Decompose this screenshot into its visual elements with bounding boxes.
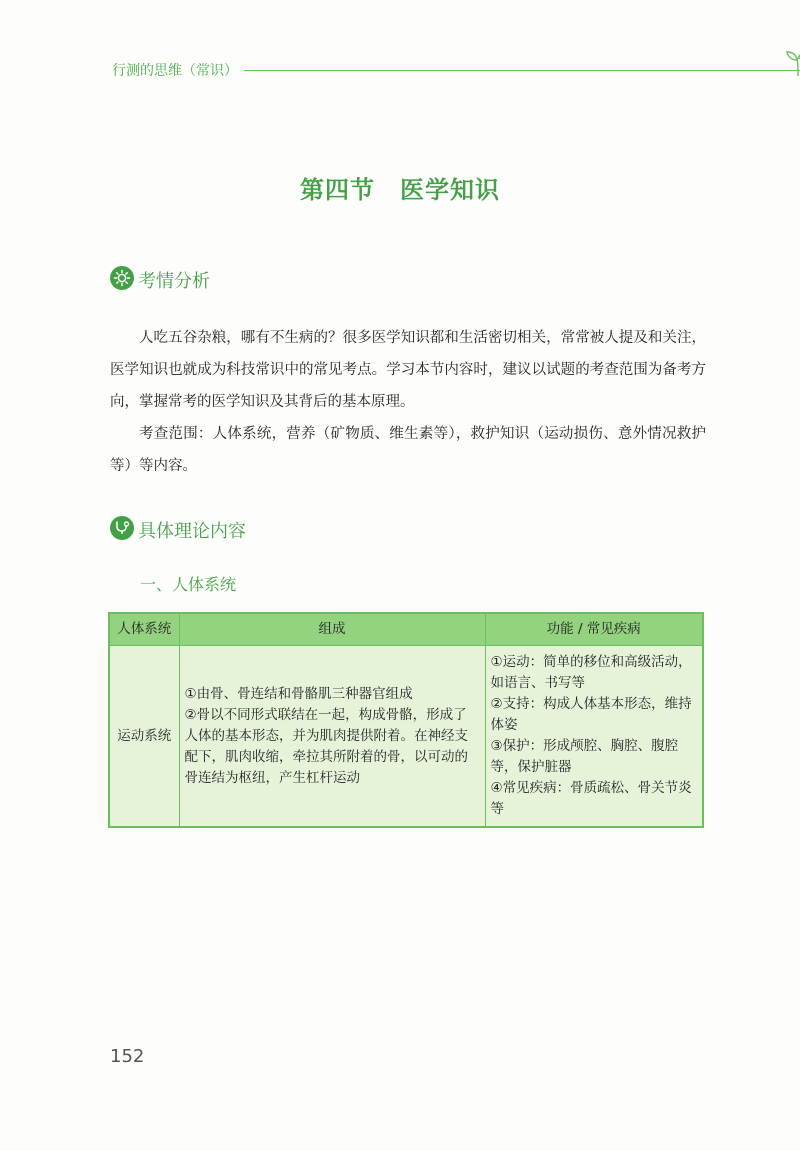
composition-line: ①由骨、骨连结和骨骼肌三种器官组成 — [184, 685, 413, 702]
header-system: 人体系统 — [109, 613, 179, 646]
header-composition: 组成 — [179, 613, 485, 646]
stethoscope-icon — [113, 519, 131, 537]
sprout-icon — [784, 48, 800, 78]
function-line: ②支持：构成人体基本形态，维持体姿 — [490, 696, 692, 733]
body-systems-table — [108, 612, 704, 828]
section-heading-label: 考情分析 — [138, 271, 210, 292]
section-heading-label: 具体理论内容 — [138, 521, 246, 542]
section-badge — [110, 266, 134, 290]
cell-system: 运动系统 — [109, 646, 179, 828]
table-row — [109, 646, 703, 828]
running-head-rule — [244, 70, 800, 71]
sun-icon — [113, 269, 131, 287]
composition-line: ②骨以不同形式联结在一起，构成骨骼，形成了人体的基本形态，并为肌肉提供附着。在神经支配下，肌肉收缩，牵拉其所附着的骨，以可动的骨连结为枢纽，产生杠杆运动 — [184, 706, 468, 786]
cell-composition — [179, 646, 485, 828]
cell-function — [485, 646, 703, 828]
scope-paragraph: 考查范围：人体系统，营养（矿物质、维生素等），救护知识（运动损伤、意外情况救护等）等内容。 — [110, 426, 706, 474]
function-line: ①运动：简单的移位和高级活动，如语言、书写等 — [490, 654, 692, 691]
section-badge — [110, 516, 134, 540]
running-head-text: 行测的思维（常识） — [112, 63, 238, 79]
intro-paragraph: 人吃五谷杂粮，哪有不生病的？很多医学知识都和生活密切相关，常常被人提及和关注，医学知识也就成为科技常识中的常见考点。学习本节内容时，建议以试题的考查范围为备考方向，掌握常考的医学知识及其背后的基本原理。 — [110, 330, 706, 410]
function-line: ④常见疾病：骨质疏松、骨关节炎等 — [490, 780, 692, 817]
table-header-row — [109, 613, 703, 646]
header-function: 功能 / 常见疾病 — [485, 613, 703, 646]
chapter-title: 第四节 医学知识 — [300, 176, 500, 204]
function-line: ③保护：形成颅腔、胸腔、腹腔等，保护脏器 — [490, 738, 679, 775]
subheading-body-systems: 一、人体系统 — [140, 575, 237, 594]
running-head — [112, 56, 704, 84]
page-number: 152 — [110, 1046, 145, 1067]
